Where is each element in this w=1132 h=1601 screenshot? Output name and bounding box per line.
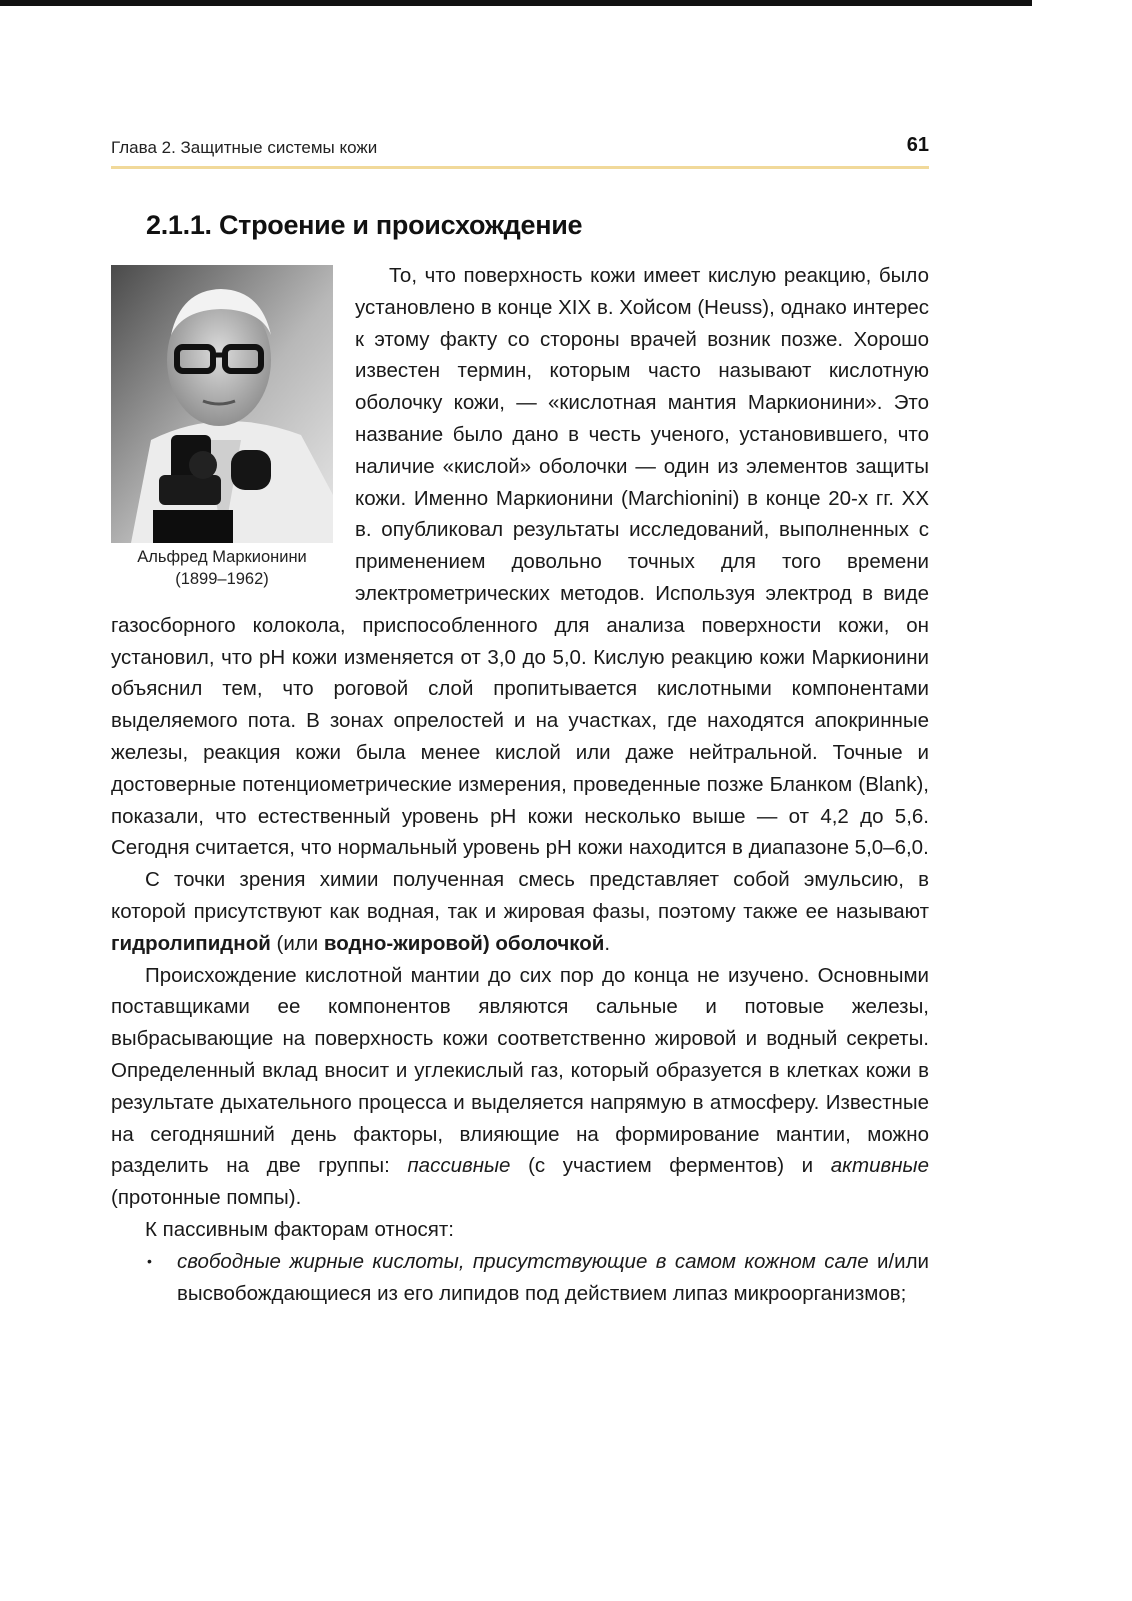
running-head xyxy=(111,134,929,169)
caption-name: Альфред Маркионини xyxy=(137,548,307,566)
top-border xyxy=(0,0,1032,6)
term-active: активные xyxy=(830,1154,929,1178)
figure-caption xyxy=(111,546,333,590)
list-item: • свободные жирные кислоты, присутствующие в самом кожном сале и/или высвобождающиеся из его липидов под действием липаз микроорганизмов; xyxy=(177,1246,929,1310)
body-text xyxy=(111,260,929,1309)
page-number: 61 xyxy=(906,134,929,156)
portrait-photo-icon xyxy=(111,265,333,543)
paragraph-2: С точки зрения химии полученная смесь представляет собой эмульсию, в которой присутствуют как водная, так и жировая фазы, поэтому также ее называют гидролипидной (или водно-жировой) оболочкой. xyxy=(111,868,929,955)
paragraph-3: Происхождение кислотной мантии до сих пор до конца не изучено. Основными поставщиками ее компонентов являются сальные и потовые железы, выбрасывающие на поверхность кожи соответственно жировой и водный секреты. Определенный вклад вносит и углекислый газ, который образуется в клетках кожи в результате дыхательного процесса и выделяется напрямую в атмосферу. Известные на сегодняшний день факторы, влияющие на формирование мантии, можно разделить на две группы: пассивные (с участием ферментов) и активные (протонные помпы). xyxy=(111,963,929,1210)
term-hydrolipid: гидролипидной xyxy=(111,931,271,955)
caption-years: (1899–1962) xyxy=(175,570,269,588)
paragraph-4: К пассивным факторам относят: xyxy=(145,1217,454,1241)
chapter-title: Глава 2. Защитные системы кожи xyxy=(111,138,378,157)
figure xyxy=(111,265,333,590)
term-passive: пассивные xyxy=(407,1154,511,1178)
paragraph-1: То, что поверхность кожи имеет кислую реакцию, было установлено в конце XIX в. Хойсом (Heuss), однако интерес к этому факту со стороны врачей возник позже. Хорошо известен термин, которым часто называют кислотную оболочку кожи, — «кислотная мантия Маркионини». Это название было дано в честь ученого, установившего, что наличие «кислой» оболочки — один из элементов защиты кожи. Именно Маркионини (Marchionini) в конце 20-х гг. XX в. опубликовал результаты исследований, выполненных с применением довольно точных для того времени электрометрических методов. Используя электрод в виде газосборного колокола, приспособленного для анализа поверхности кожи, он установил, что pH кожи изменяется от 3,0 до 5,0. Кислую реакцию кожи Маркионини объяснил тем, что роговой слой пропитывается кислотными компонентами выделяемого пота. В зонах опрелостей и на участках, где находятся апокринные железы, реакция кожи была менее кислой или даже нейтральной. Точные и достоверные потенциометрические измерения, проведенные позже Бланком (Blank), показали, что естественный уровень pH кожи несколько выше — от 4,2 до 5,6. Сегодня считается, что нормальный уровень pH кожи находится в диапазоне 5,0–6,0. xyxy=(111,264,929,860)
section-title: 2.1.1. Строение и происхождение xyxy=(146,210,583,240)
term-water-fat: водно-жировой) оболочкой xyxy=(323,931,605,955)
bullet-list xyxy=(111,1246,929,1310)
bullet-icon: • xyxy=(147,1252,152,1269)
